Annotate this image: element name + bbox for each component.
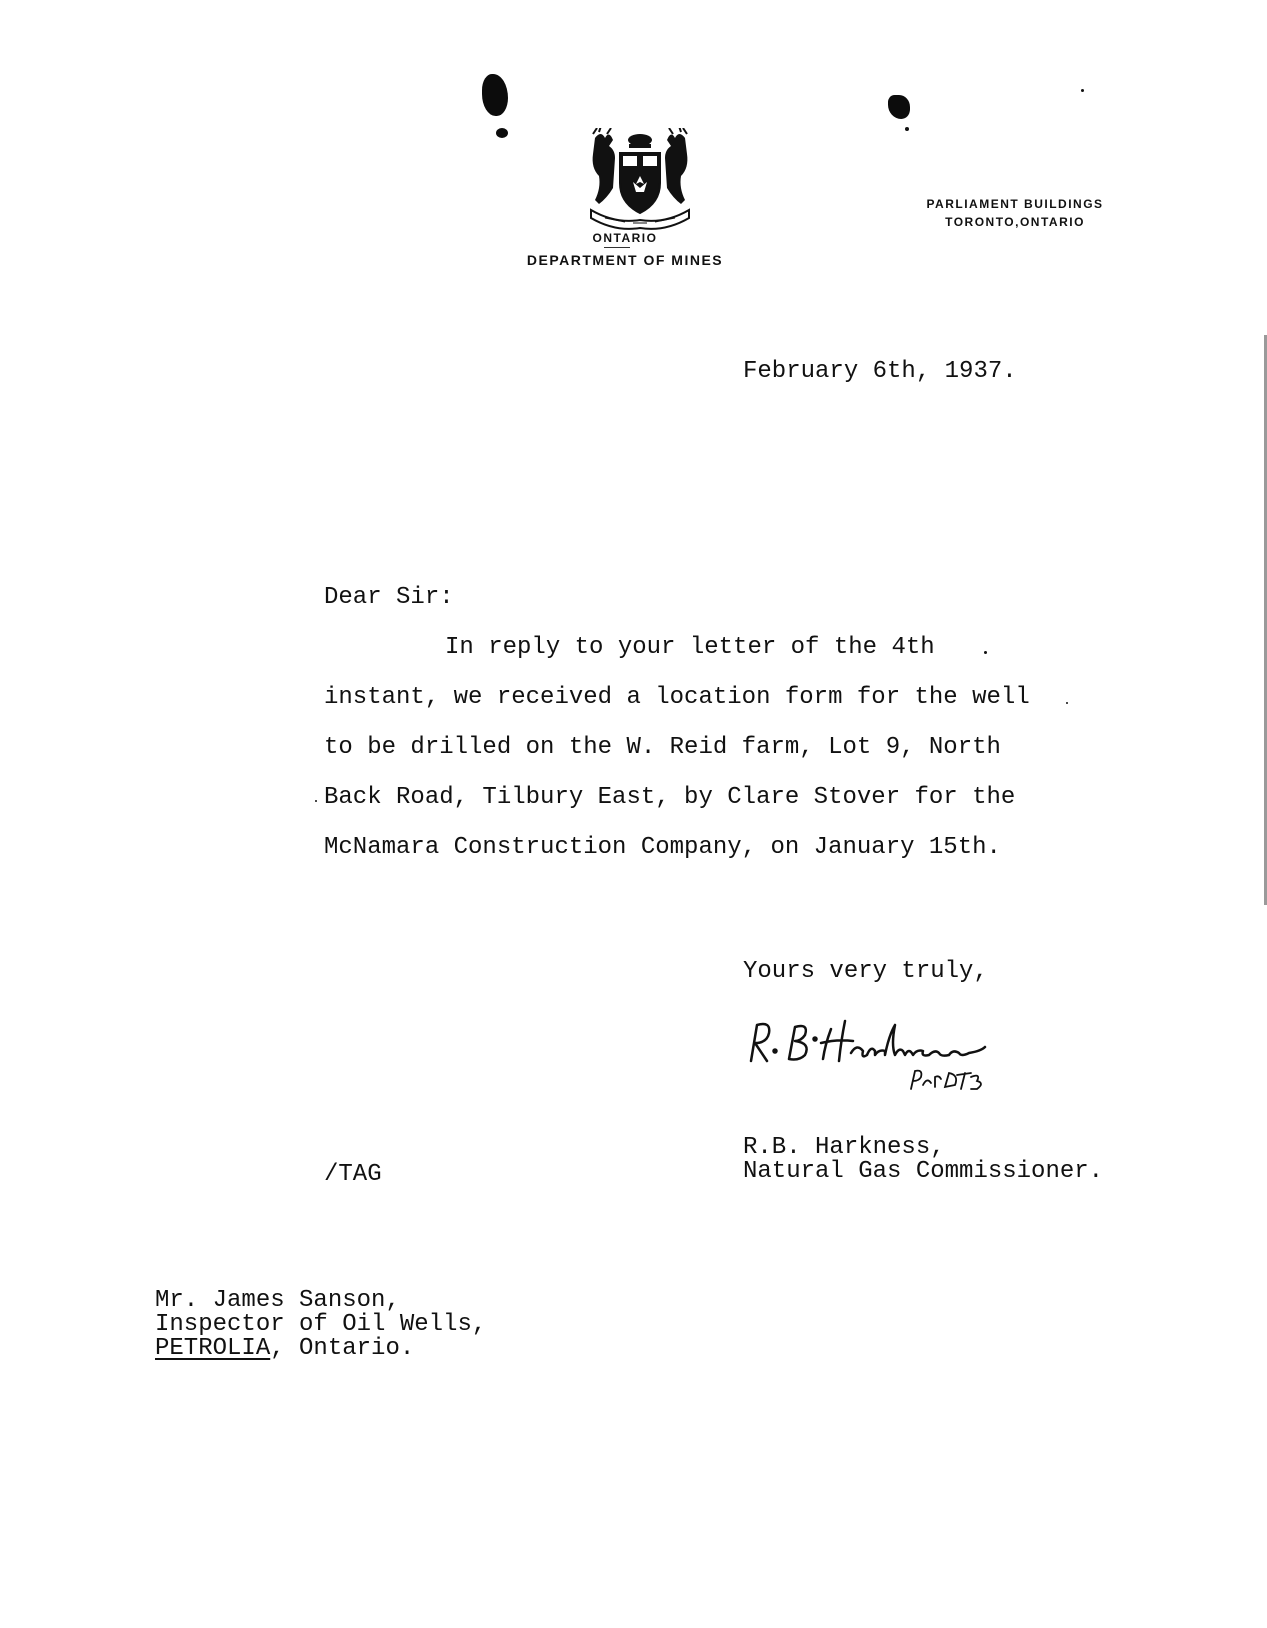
body-line: to be drilled on the W. Reid farm, Lot 9, North [324,734,1001,761]
speck [1081,89,1084,92]
letterhead-department: DEPARTMENT OF MINES [526,252,724,268]
handwritten-signature [745,1015,1015,1095]
recipient-line3 [155,1337,414,1361]
closing: Yours very truly, [743,958,988,985]
body-line: instant, we received a location form for the well [324,684,1030,711]
signer-name: R.B. Harkness, [743,1134,945,1161]
recipient-line1: Mr. James Sanson, [155,1287,400,1314]
recipient-city: PETROLIA [155,1335,271,1362]
speck [905,127,909,131]
ontario-coat-of-arms-icon [585,128,695,233]
speck [1066,702,1068,704]
ink-blot-left [482,74,508,116]
body-line: Back Road, Tilbury East, by Clare Stover for the [324,784,1016,811]
letterhead-province: ONTARIO [592,231,658,245]
ink-blot-left-small [496,128,508,138]
speck [315,800,317,802]
letterhead-divider [604,247,630,248]
salutation: Dear Sir: [324,584,454,611]
letterhead-address-line2: TORONTO,ONTARIO [945,215,1085,229]
body-line: McNamara Construction Company, on January 15th. [324,834,1001,861]
coat-of-arms-seal [585,128,695,233]
recipient-line2: Inspector of Oil Wells, [155,1311,487,1338]
body-line: In reply to your letter of the 4th [445,634,935,661]
letter-date: February 6th, 1937. [743,358,1017,385]
recipient-province: , Ontario. [270,1335,415,1362]
signature-icon [745,1015,1015,1095]
letterhead-address-line1: PARLIAMENT BUILDINGS [926,197,1104,211]
reference-initials: /TAG [324,1161,382,1188]
signer-title: Natural Gas Commissioner. [743,1158,1104,1185]
ink-blot-right [888,95,910,119]
speck [984,651,987,654]
